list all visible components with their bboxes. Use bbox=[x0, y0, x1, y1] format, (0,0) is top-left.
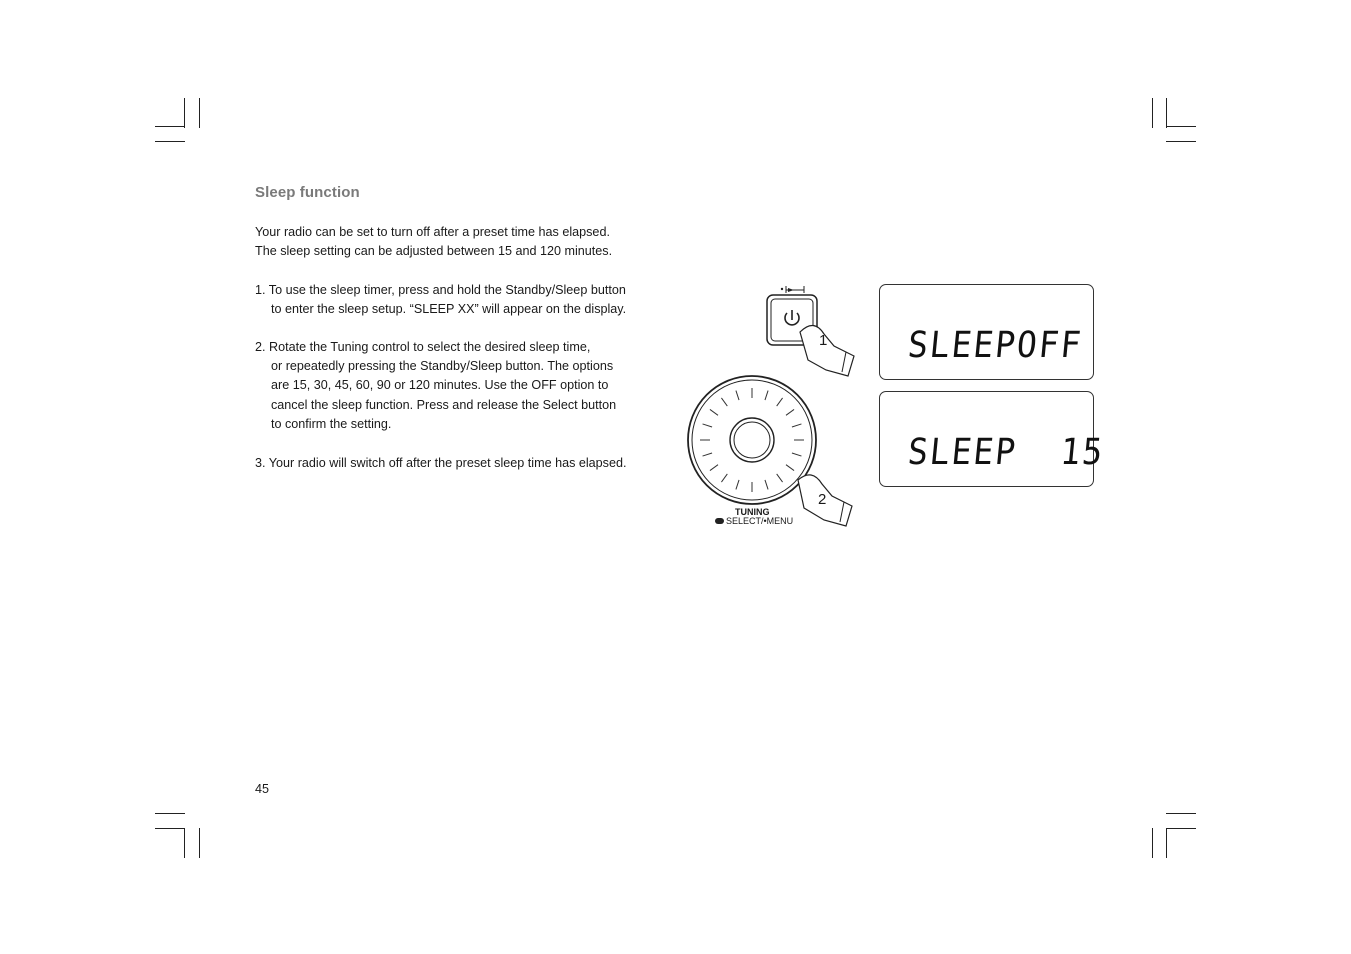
section-heading: Sleep function bbox=[255, 184, 360, 201]
select-menu-label: SELECT/•MENU bbox=[726, 516, 794, 526]
crop-mark bbox=[1166, 98, 1167, 128]
crop-mark bbox=[1166, 813, 1196, 814]
crop-mark bbox=[1166, 828, 1196, 829]
step-line: 3. Your radio will switch off after the preset sleep time has elapsed. bbox=[255, 456, 627, 470]
step-3 bbox=[255, 454, 627, 473]
step-line: cancel the sleep function. Press and release the Select button bbox=[271, 397, 617, 412]
step-2-marker: 2 bbox=[818, 491, 827, 508]
crop-mark bbox=[1152, 828, 1153, 858]
intro-paragraph bbox=[255, 223, 612, 261]
tuning-knob bbox=[688, 376, 816, 504]
crop-mark bbox=[184, 828, 185, 858]
display-text: SLEEP 15 bbox=[906, 432, 1107, 473]
crop-mark bbox=[155, 126, 185, 127]
lcd-display bbox=[879, 284, 1094, 380]
crop-mark bbox=[184, 98, 185, 128]
step-2 bbox=[255, 338, 616, 434]
page-number: 45 bbox=[255, 782, 270, 796]
select-icon bbox=[715, 518, 724, 524]
step-line: to confirm the setting. bbox=[271, 416, 392, 431]
step-1-marker: 1 bbox=[819, 332, 828, 349]
crop-mark bbox=[155, 141, 185, 142]
step-line: 2. Rotate the Tuning control to select the desired sleep time, bbox=[255, 340, 591, 354]
step-line: or repeatedly pressing the Standby/Sleep button. The options bbox=[271, 359, 614, 374]
crop-mark bbox=[1166, 126, 1196, 127]
step-1 bbox=[255, 281, 626, 319]
controls-drawing bbox=[680, 280, 870, 540]
crop-mark bbox=[155, 813, 185, 814]
crop-mark bbox=[1152, 98, 1153, 128]
tuning-label: TUNING bbox=[735, 507, 770, 517]
crop-mark bbox=[1166, 828, 1167, 858]
step-line: 1. To use the sleep timer, press and hold the Standby/Sleep button bbox=[255, 283, 626, 297]
step-line: to enter the sleep setup. “SLEEP XX” will appear on the display. bbox=[271, 302, 627, 317]
intro-line: Your radio can be set to turn off after a preset time has elapsed. bbox=[255, 225, 610, 239]
crop-mark bbox=[199, 98, 200, 128]
display-text: SLEEPOFF bbox=[906, 325, 1085, 366]
step-line: are 15, 30, 45, 60, 90 or 120 minutes. Use the OFF option to bbox=[271, 378, 609, 393]
radio-controls-illustration bbox=[680, 280, 870, 540]
crop-mark bbox=[155, 828, 185, 829]
lcd-display bbox=[879, 391, 1107, 487]
crop-mark bbox=[199, 828, 200, 858]
intro-line: The sleep setting can be adjusted between 15 and 120 minutes. bbox=[255, 244, 613, 259]
crop-mark bbox=[1166, 141, 1196, 142]
